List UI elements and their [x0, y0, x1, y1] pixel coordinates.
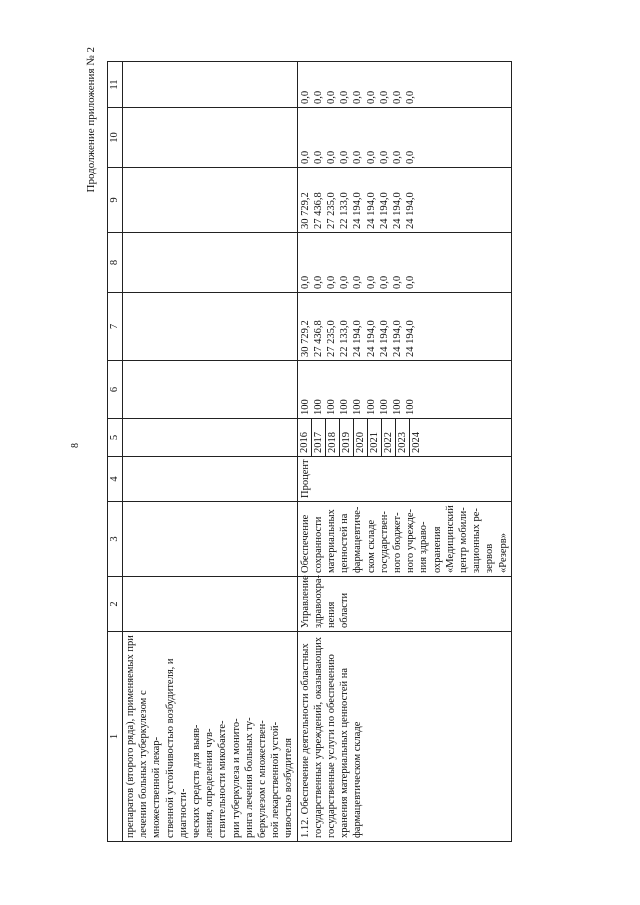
row2-col8-value: 0,0	[339, 275, 351, 289]
row2-years-value: 2019	[340, 419, 354, 456]
row2-col7-value: 24 194,0	[352, 320, 364, 357]
row2-col10-value: 0,0	[339, 150, 351, 164]
colnum-4: 4	[108, 457, 123, 502]
row2-years	[297, 419, 511, 457]
row2-col8	[297, 233, 511, 293]
row2-col8-value: 0,0	[392, 275, 404, 289]
row2-col6	[297, 361, 511, 419]
row2-col6-value: 100	[326, 399, 338, 415]
colnum-5: 5	[108, 419, 123, 457]
row2-col9-value: 22 133,0	[339, 192, 351, 229]
row2-col8-value: 0,0	[326, 275, 338, 289]
row2-col6-value: 100	[312, 399, 324, 415]
row2-col10-value: 0,0	[378, 150, 390, 164]
continuation-label: Продолжение приложения № 2	[85, 47, 97, 193]
row2-col9-value: 27 436,8	[312, 192, 324, 229]
row2-col7-value: 27 235,0	[326, 320, 338, 357]
row2-col8-value: 0,0	[365, 275, 377, 289]
row2-years-value: 2020	[354, 419, 368, 456]
row1-col3	[123, 502, 298, 577]
row2-col11-value: 0,0	[299, 90, 311, 104]
row2-col1: 1.12. Обеспечение деятельности областных государственных учреждений, оказывающих государственные услуги по обеспечению хранения материальных ценностей на фармацевтическом складе	[297, 632, 511, 842]
row2-col11-value: 0,0	[392, 90, 404, 104]
colnum-3: 3	[108, 502, 123, 577]
program-table	[107, 61, 512, 842]
row2-col11-value: 0,0	[312, 90, 324, 104]
row2-years-value: 2024	[411, 432, 423, 453]
table-row-continued	[123, 62, 298, 842]
colnum-8: 8	[108, 233, 123, 293]
row2-col9	[297, 168, 511, 233]
row2-col10-value: 0,0	[365, 150, 377, 164]
row2-col7-value: 24 194,0	[365, 320, 377, 357]
row2-col7-value: 22 133,0	[339, 320, 351, 357]
row2-col8-value: 0,0	[299, 275, 311, 289]
row2-col7-value: 24 194,0	[392, 320, 404, 357]
row1-col5	[123, 419, 298, 457]
row2-col10-value: 0,0	[405, 150, 417, 164]
row2-col6-value: 100	[339, 399, 351, 415]
row2-col6-value: 100	[392, 399, 404, 415]
row1-col10	[123, 108, 298, 168]
row2-col10-value: 0,0	[392, 150, 404, 164]
colnum-9: 9	[108, 168, 123, 233]
row2-col7-value: 30 729,2	[299, 320, 311, 357]
row2-col7-value: 24 194,0	[378, 320, 390, 357]
row1-col6	[123, 361, 298, 419]
rotated-page-content	[85, 27, 595, 842]
row2-col11-value: 0,0	[378, 90, 390, 104]
row2-col6-value: 100	[405, 399, 417, 415]
page-number: 8	[70, 443, 81, 448]
row1-col1: препаратов (второго ряда), применяемых при лечении больных туберкулезом с множественной лекар- ственной устойчивостью возбудителя, и диагности- ческих средств для выяв- ления, определения чув- ствительности микобакте- рии туберкулеза и монито- ринга лечения больных ту- беркулезом с множествен- ной лекарственной устой- чивостью возбудителя	[123, 632, 298, 842]
row2-col11-value: 0,0	[405, 90, 417, 104]
row1-col7	[123, 293, 298, 361]
row2-col10	[297, 108, 511, 168]
row2-years-value: 2017	[312, 419, 326, 456]
row2-col4: Процент	[297, 457, 511, 502]
row2-col11	[297, 62, 511, 108]
row2-col11-value: 0,0	[352, 90, 364, 104]
row2-col3: Обеспечение сохранности материальных ценностей на фармацевтиче- ском складе государствен- ного бюджет- ного учрежде- ния здраво- охранения «Медицинский центр мобили- зационных ре- зервов «Резерв»	[297, 502, 511, 577]
row2-col10-value: 0,0	[299, 150, 311, 164]
row2-col6-value: 100	[365, 399, 377, 415]
colnum-11: 11	[108, 62, 123, 108]
row2-col8-value: 0,0	[352, 275, 364, 289]
row2-col6-value: 100	[299, 399, 311, 415]
row2-col8-value: 0,0	[378, 275, 390, 289]
row2-years-value: 2022	[382, 419, 396, 456]
row2-col6-value: 100	[352, 399, 364, 415]
row2-col9-value: 24 194,0	[365, 192, 377, 229]
row2-col7	[297, 293, 511, 361]
row2-col9-value: 24 194,0	[392, 192, 404, 229]
colnum-1: 1	[108, 632, 123, 842]
row2-col11-value: 0,0	[339, 90, 351, 104]
row2-col9-value: 24 194,0	[352, 192, 364, 229]
row2-years-value: 2018	[326, 419, 340, 456]
row2-col10-value: 0,0	[312, 150, 324, 164]
row2-col9-value: 27 235,0	[326, 192, 338, 229]
row2-years-value: 2021	[368, 419, 382, 456]
row1-col2	[123, 577, 298, 632]
row2-col8-value: 0,0	[312, 275, 324, 289]
row2-col7-value: 27 436,8	[312, 320, 324, 357]
row1-col9	[123, 168, 298, 233]
row1-col11	[123, 62, 298, 108]
row2-col9-value: 24 194,0	[378, 192, 390, 229]
column-number-row	[108, 62, 123, 842]
colnum-6: 6	[108, 361, 123, 419]
row1-col8	[123, 233, 298, 293]
row2-col8-value: 0,0	[405, 275, 417, 289]
table-row-1-12	[297, 62, 511, 842]
row2-years-value: 2016	[298, 419, 312, 456]
row2-col11-value: 0,0	[326, 90, 338, 104]
row2-years-value: 2023	[396, 419, 410, 456]
row2-col9-value: 30 729,2	[299, 192, 311, 229]
row2-col11-value: 0,0	[365, 90, 377, 104]
row2-col10-value: 0,0	[326, 150, 338, 164]
row2-col10-value: 0,0	[352, 150, 364, 164]
row2-col9-value: 24 194,0	[405, 192, 417, 229]
row2-col6-value: 100	[378, 399, 390, 415]
row2-col2: Управление здравоохра- нения области	[297, 577, 511, 632]
row2-col7-value: 24 194,0	[405, 320, 417, 357]
row1-col4	[123, 457, 298, 502]
colnum-2: 2	[108, 577, 123, 632]
colnum-10: 10	[108, 108, 123, 168]
colnum-7: 7	[108, 293, 123, 361]
